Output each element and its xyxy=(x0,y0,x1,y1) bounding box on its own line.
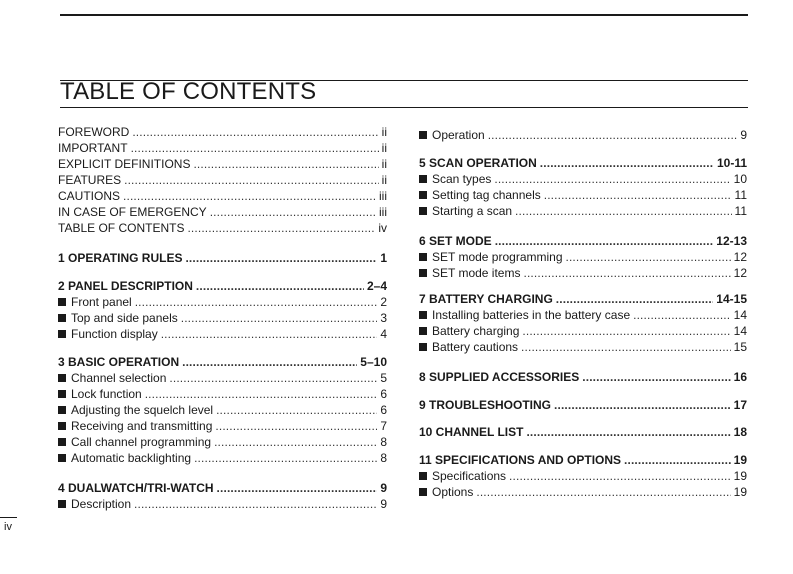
toc-entry xyxy=(419,307,747,323)
toc-entry-label: TABLE OF CONTENTS xyxy=(58,221,185,235)
toc-entry xyxy=(58,326,387,342)
toc-entry-page: 1 xyxy=(380,251,387,265)
toc-entry-label: FEATURES xyxy=(58,173,122,187)
toc-entry-label: 7 BATTERY CHARGING xyxy=(419,292,553,306)
toc-entry-page: 4 xyxy=(380,327,387,341)
toc-entry-label: Operation xyxy=(419,127,485,143)
dot-leader xyxy=(540,155,714,171)
toc-entry-page: 2 xyxy=(380,295,387,309)
dot-leader xyxy=(495,233,714,249)
title-rule-bottom xyxy=(60,107,748,108)
toc-entry xyxy=(419,203,747,219)
toc-entry xyxy=(58,220,387,236)
toc-entry-page: 7 xyxy=(380,419,387,433)
dot-leader xyxy=(134,496,377,512)
toc-entry-page: 8 xyxy=(380,435,387,449)
dot-leader xyxy=(131,140,379,156)
toc-entry-label: Battery charging xyxy=(419,323,519,339)
toc-entry-label: 2 PANEL DESCRIPTION xyxy=(58,279,193,293)
toc-entry-label: Lock function xyxy=(58,386,142,402)
toc-entry xyxy=(58,386,387,402)
toc-entry xyxy=(58,480,387,496)
toc-entry-label: CAUTIONS xyxy=(58,189,121,203)
dot-leader xyxy=(145,386,378,402)
toc-entry-label: Function display xyxy=(58,326,158,342)
dot-leader xyxy=(476,484,730,500)
toc-entry-page: 10-11 xyxy=(716,156,747,170)
toc-entry-label: Setting tag channels xyxy=(419,187,541,203)
dot-leader xyxy=(132,124,378,140)
dot-leader xyxy=(123,188,376,204)
page-corner-rule xyxy=(0,517,17,518)
toc-entry xyxy=(419,291,747,307)
toc-entry xyxy=(419,452,747,468)
toc-entry-label: Scan types xyxy=(419,171,491,187)
toc-entry-page: 18 xyxy=(733,425,747,439)
toc-entry-page: iv xyxy=(378,221,387,235)
dot-leader xyxy=(488,127,738,143)
toc-entry-page: 8 xyxy=(380,451,387,465)
page-title: TABLE OF CONTENTS xyxy=(60,78,317,105)
toc-entry-label: IMPORTANT xyxy=(58,141,128,155)
toc-entry xyxy=(419,424,747,440)
toc-entry-label: Front panel xyxy=(58,294,132,310)
toc-entry-label: EXPLICIT DEFINITIONS xyxy=(58,157,191,171)
toc-entry-label: Adjusting the squelch level xyxy=(58,402,213,418)
dot-leader xyxy=(187,220,375,236)
toc-entry-label: Channel selection xyxy=(58,370,166,386)
toc-entry-page: 2–4 xyxy=(366,279,387,293)
toc-entry-page: 14 xyxy=(733,308,747,322)
toc-entry-label: 3 BASIC OPERATION xyxy=(58,355,180,369)
toc-entry xyxy=(58,418,387,434)
dot-leader xyxy=(135,294,378,310)
toc-entry-label: Battery cautions xyxy=(419,339,518,355)
toc-entry xyxy=(419,127,747,143)
toc-entry-label: 10 CHANNEL LIST xyxy=(419,425,524,439)
toc-entry xyxy=(58,402,387,418)
toc-entry-page: ii xyxy=(381,173,387,187)
toc-entry xyxy=(58,496,387,512)
toc-entry-label: Top and side panels xyxy=(58,310,178,326)
toc-entry xyxy=(419,265,747,281)
dot-leader xyxy=(214,434,377,450)
toc-entry-page: iii xyxy=(379,189,387,203)
toc-entry-page: 6 xyxy=(380,387,387,401)
toc-entry-page: 6 xyxy=(380,403,387,417)
dot-leader xyxy=(633,307,731,323)
toc-entry xyxy=(58,156,387,172)
toc-entry xyxy=(58,250,387,266)
dot-leader xyxy=(217,480,378,496)
dot-leader xyxy=(210,204,376,220)
toc-entry-label: IN CASE OF EMERGENCY xyxy=(58,205,207,219)
toc-entry xyxy=(58,278,387,294)
dot-leader xyxy=(544,187,732,203)
toc-entry-label: Starting a scan xyxy=(419,203,512,219)
dot-leader xyxy=(216,402,377,418)
toc-entry-page: 12 xyxy=(733,266,747,280)
toc-entry xyxy=(419,339,747,355)
dot-leader xyxy=(523,265,730,281)
toc-entry xyxy=(419,233,747,249)
toc-entry xyxy=(419,155,747,171)
dot-leader xyxy=(522,323,730,339)
toc-entry xyxy=(419,369,747,385)
dot-leader xyxy=(554,397,731,413)
toc-entry-page: 11 xyxy=(734,188,747,202)
toc-entry-label: SET mode programming xyxy=(419,249,563,265)
toc-entry-page: 9 xyxy=(740,128,747,142)
dot-leader xyxy=(181,310,378,326)
toc-entry-page: 19 xyxy=(733,453,747,467)
toc-entry-label: FOREWORD xyxy=(58,125,130,139)
dot-leader xyxy=(169,370,377,386)
toc-entry xyxy=(419,249,747,265)
toc-entry-label: 11 SPECIFICATIONS AND OPTIONS xyxy=(419,453,622,467)
toc-entry xyxy=(58,354,387,370)
toc-entry-page: iii xyxy=(379,205,387,219)
toc-entry xyxy=(58,172,387,188)
toc-entry-label: 5 SCAN OPERATION xyxy=(419,156,537,170)
toc-entry-label: 4 DUALWATCH/TRI-WATCH xyxy=(58,481,214,495)
dot-leader xyxy=(194,450,377,466)
toc-entry-label: 9 TROUBLESHOOTING xyxy=(419,398,552,412)
toc-entry-page: 3 xyxy=(380,311,387,325)
toc-entry xyxy=(419,397,747,413)
dot-leader xyxy=(509,468,731,484)
toc-entry-label: Specifications xyxy=(419,468,506,484)
toc-entry-page: 19 xyxy=(733,485,747,499)
dot-leader xyxy=(521,339,731,355)
dot-leader xyxy=(494,171,730,187)
toc-entry xyxy=(58,140,387,156)
toc-entry-page: 9 xyxy=(380,497,387,511)
dot-leader xyxy=(215,418,377,434)
dot-leader xyxy=(182,354,357,370)
dot-leader xyxy=(526,424,730,440)
toc-entry-page: 14-15 xyxy=(716,292,747,306)
toc-entry-label: 6 SET MODE xyxy=(419,234,492,248)
toc-entry-page: 14 xyxy=(733,324,747,338)
toc-entry-label: Description xyxy=(58,496,131,512)
toc-entry xyxy=(58,434,387,450)
toc-entry xyxy=(58,294,387,310)
toc-entry-page: 12 xyxy=(733,250,747,264)
toc-entry-label: Call channel programming xyxy=(58,434,211,450)
toc-entry-page: 17 xyxy=(733,398,747,412)
toc-entry-label: Receiving and transmitting xyxy=(58,418,212,434)
toc-entry xyxy=(58,370,387,386)
dot-leader xyxy=(582,369,730,385)
dot-leader xyxy=(624,452,731,468)
toc-entry xyxy=(419,187,747,203)
toc-entry xyxy=(58,310,387,326)
toc-entry xyxy=(419,323,747,339)
toc-entry-label: Installing batteries in the battery case xyxy=(419,307,630,323)
toc-entry-page: 10 xyxy=(733,172,747,186)
toc-entry-label: 8 SUPPLIED ACCESSORIES xyxy=(419,370,580,384)
dot-leader xyxy=(566,249,731,265)
toc-entry xyxy=(58,204,387,220)
toc-entry-page: ii xyxy=(381,141,387,155)
page-number: iv xyxy=(4,521,12,533)
dot-leader xyxy=(556,291,714,307)
toc-entry-page: 15 xyxy=(733,340,747,354)
toc-entry xyxy=(58,124,387,140)
dot-leader xyxy=(124,172,379,188)
toc-entry-page: 16 xyxy=(733,370,747,384)
toc-entry xyxy=(419,171,747,187)
top-rule xyxy=(60,14,748,16)
dot-leader xyxy=(161,326,378,342)
toc-entry-page: 19 xyxy=(733,469,747,483)
dot-leader xyxy=(193,156,378,172)
toc-entry-page: ii xyxy=(381,125,387,139)
toc-entry xyxy=(58,188,387,204)
dot-leader xyxy=(196,278,364,294)
toc-entry-page: 9 xyxy=(380,481,387,495)
toc-entry-label: Options xyxy=(419,484,473,500)
dot-leader xyxy=(515,203,731,219)
toc-entry xyxy=(58,450,387,466)
toc-entry-label: 1 OPERATING RULES xyxy=(58,251,183,265)
toc-entry-page: 11 xyxy=(734,204,747,218)
toc-entry xyxy=(419,468,747,484)
toc-entry-label: Automatic backlighting xyxy=(58,450,191,466)
dot-leader xyxy=(185,250,377,266)
toc-entry-page: 5 xyxy=(380,371,387,385)
toc-entry-page: ii xyxy=(381,157,387,171)
toc-entry-label: SET mode items xyxy=(419,265,520,281)
toc-entry-page: 12-13 xyxy=(716,234,747,248)
toc-entry xyxy=(419,484,747,500)
toc-entry-page: 5–10 xyxy=(360,355,387,369)
